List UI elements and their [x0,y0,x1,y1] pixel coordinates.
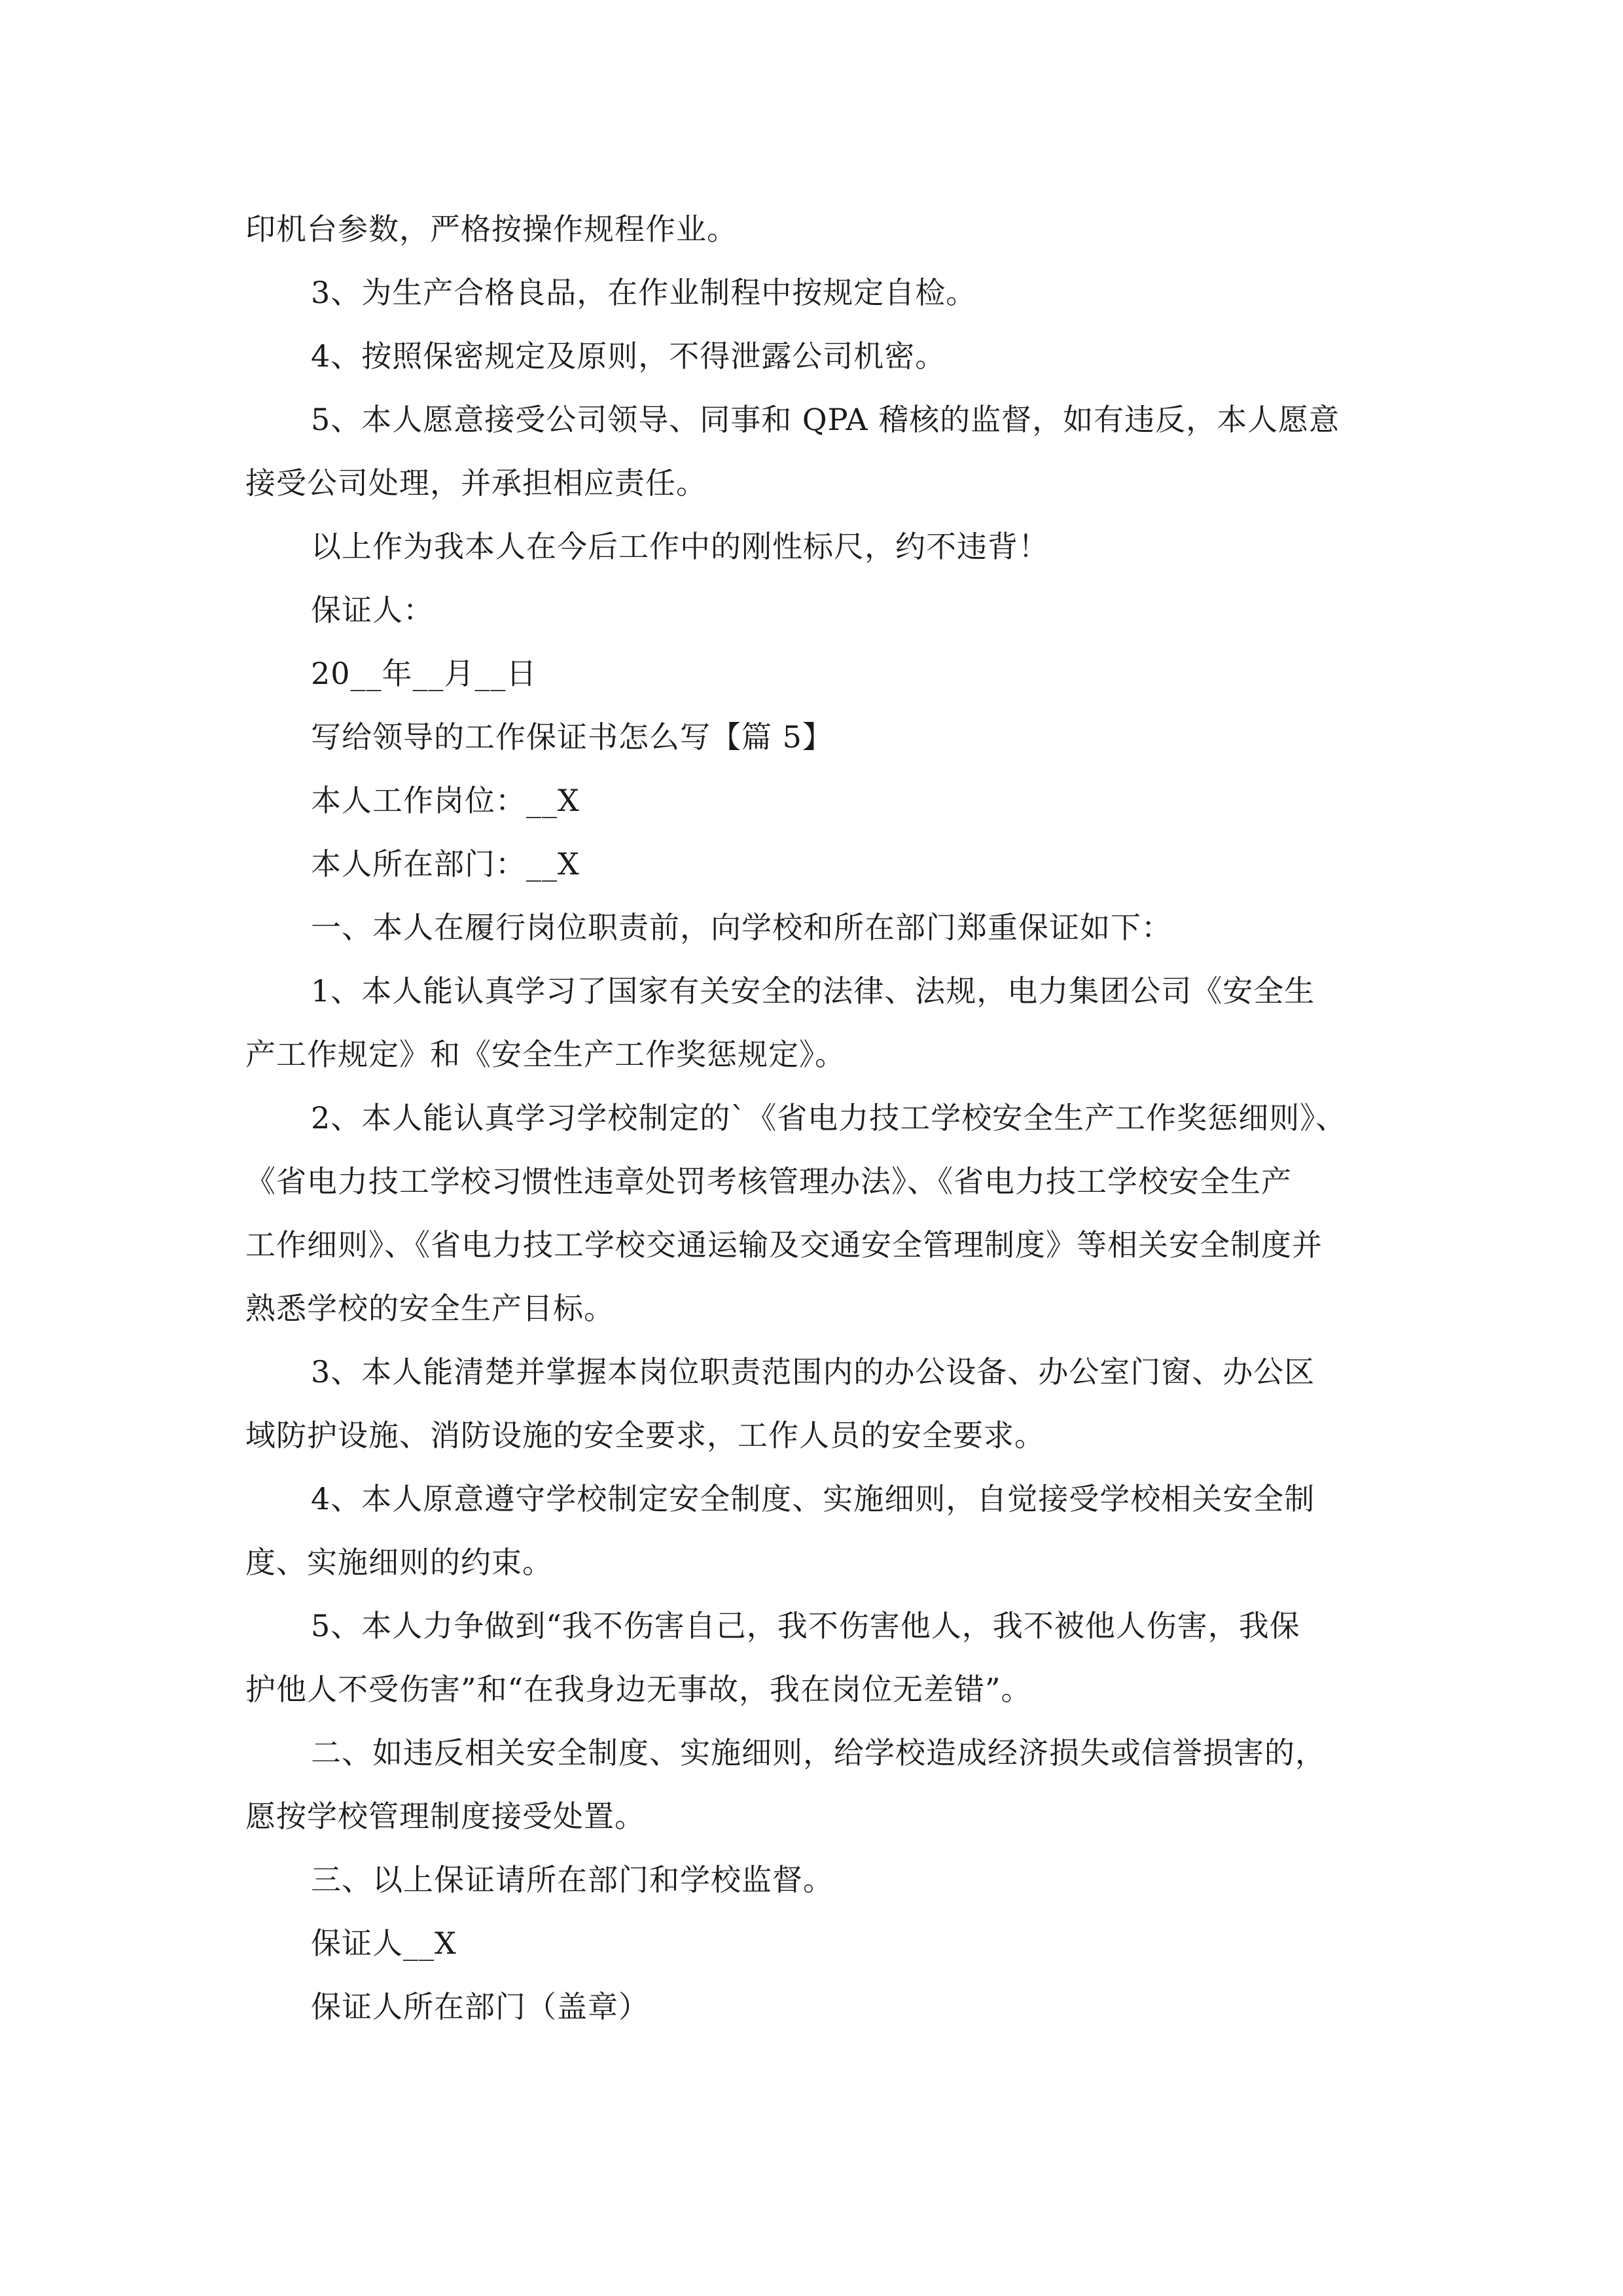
paragraph-line: 4、本人原意遵守学校制定安全制度、实施细则，自觉接受学校相关安全制 [311,1481,1315,1516]
paragraph-line: 印机台参数，严格按操作规程作业。 [245,211,738,247]
paragraph-line: 熟悉学校的安全生产目标。 [245,1291,615,1326]
paragraph-line: 5、本人力争做到“我不伤害自己，我不伤害他人，我不被他人伤害，我保 [311,1608,1300,1643]
paragraph-line: 以上作为我本人在今后工作中的刚性标尺，约不违背！ [311,529,1049,564]
paragraph-line: 一、本人在履行岗位职责前，向学校和所在部门郑重保证如下： [311,910,1172,945]
paragraph-line: 3、本人能清楚并掌握本岗位职责范围内的办公设备、办公室门窗、办公区 [311,1354,1315,1390]
paragraph-line: 工作细则》、《省电力技工学校交通运输及交通安全管理制度》等相关安全制度并 [245,1227,1323,1263]
paragraph-line: 三、以上保证请所在部门和学校监督。 [311,1862,834,1897]
paragraph-line: 本人工作岗位：__X [311,783,580,818]
paragraph-line: 4、按照保密规定及原则，不得泄露公司机密。 [311,338,946,374]
paragraph-line: 度、实施细则的约束。 [245,1545,553,1580]
section-title: 写给领导的工作保证书怎么写【篇 5】 [311,719,833,755]
paragraph-line: 域防护设施、消防设施的安全要求，工作人员的安全要求。 [245,1418,1045,1453]
department-stamp-label: 保证人所在部门（盖章） [311,1989,649,2024]
paragraph-line: 愿按学校管理制度接受处置。 [245,1799,645,1834]
paragraph-line: 《省电力技工学校习惯性违章处罚考核管理办法》、《省电力技工学校安全生产 [245,1164,1292,1199]
paragraph-line: 护他人不受伤害”和“在我身边无事故，我在岗位无差错”。 [245,1672,1032,1707]
paragraph-line: 2、本人能认真学习学校制定的`《省电力技工学校安全生产工作奖惩细则》、 [311,1100,1347,1136]
paragraph-line: 接受公司处理，并承担相应责任。 [245,465,707,501]
signature-label: 保证人__X [311,1926,457,1961]
signature-label: 保证人： [311,592,434,628]
date-line: 20__年__月__日 [311,656,537,691]
paragraph-line: 二、如违反相关安全制度、实施细则，给学校造成经济损失或信誉损害的， [311,1735,1326,1770]
paragraph-line: 产工作规定》和《安全生产工作奖惩规定》。 [245,1037,846,1072]
paragraph-line: 1、本人能认真学习了国家有关安全的法律、法规，电力集团公司《安全生 [311,973,1315,1009]
paragraph-line: 3、为生产合格良品，在作业制程中按规定自检。 [311,275,977,310]
paragraph-line: 5、本人愿意接受公司领导、同事和 QPA 稽核的监督，如有违反，本人愿意 [311,402,1340,437]
paragraph-line: 本人所在部门：__X [311,846,580,882]
